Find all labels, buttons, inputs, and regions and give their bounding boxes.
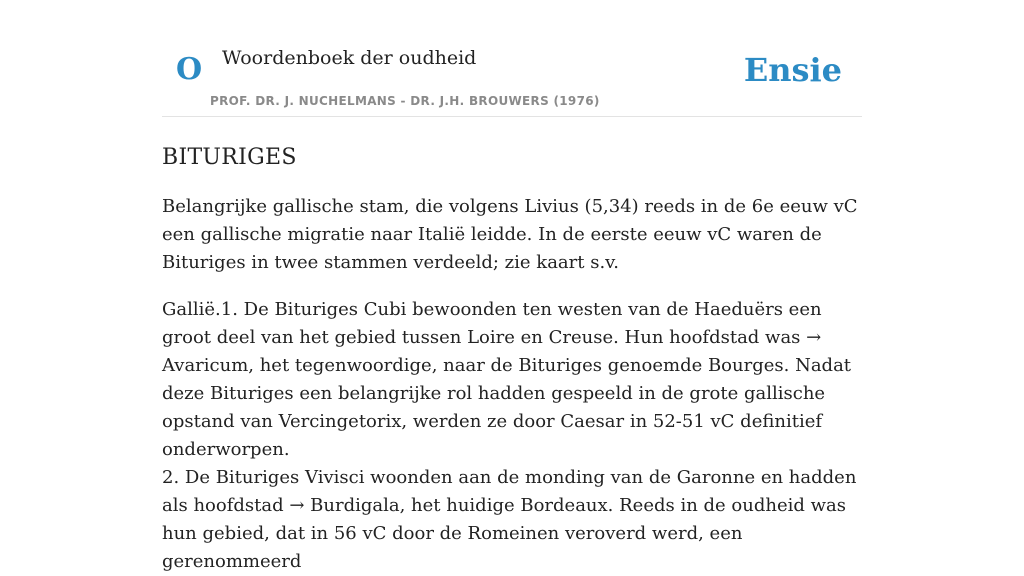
entry-paragraph-vivisci: 2. De Bituriges Vivisci woonden aan de monding van de Garonne en hadden als hoofdstad → Burdigala, het huidige Bordeaux. Reeds in de oudheid was hun gebied, dat in 56 vC door de Romeinen veroverd werd, een gerenommeerd (162, 467, 857, 572)
entry-title: BITURIGES (162, 145, 297, 170)
entry-body (162, 193, 862, 576)
ensie-logo-link[interactable]: Ensie (743, 51, 842, 89)
entry-paragraph-intro: Belangrijke gallische stam, die volgens Livius (5,34) reeds in de 6e eeuw vC een gallische migratie naar Italië leidde. In de eerste eeuw vC waren de Bituriges in twee stammen verdeeld; zie kaart s.v. (162, 196, 858, 273)
book-header (162, 0, 862, 117)
book-logo-letter: O (176, 52, 203, 87)
entry-paragraph-cubi: Gallië.1. De Bituriges Cubi bewoonden ten westen van de Haeduërs een groot deel van het gebied tussen Loire en Creuse. Hun hoofdstad was → Avaricum, het tegenwoordige, naar de Bituriges genoemde Bourges. Nadat deze Bituriges een belangrijke rol hadden gespeeld in de grote gallische opstand van Vercingetorix, werden ze door Caesar in 52-51 vC definitief onderworpen. (162, 299, 852, 460)
book-title[interactable]: Woordenboek der oudheid (222, 47, 477, 69)
page (162, 0, 862, 576)
book-authors: PROF. DR. J. NUCHELMANS - DR. J.H. BROUWERS (1976) (210, 94, 600, 108)
